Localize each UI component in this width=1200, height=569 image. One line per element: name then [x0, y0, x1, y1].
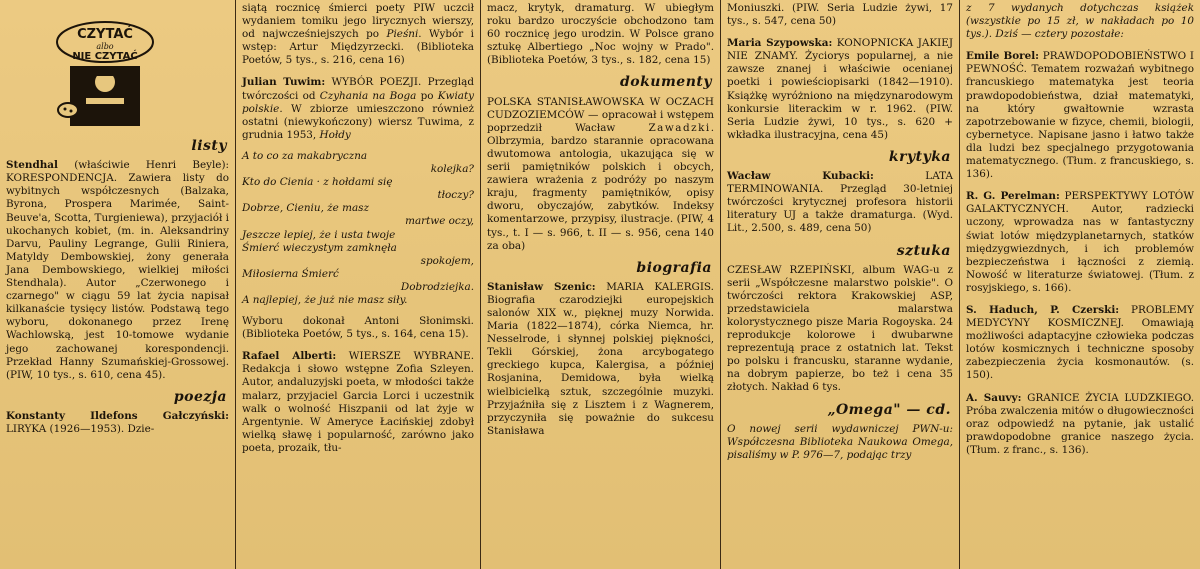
entry-text: PERSPEKTYWY LOTÓW GALAKTYCZNYCH. Autor, radziecki uczony, wprowadza nas w fantastyczny świat lotów międzyplanetarnych, statków międzygwiezdnych, i ich problemów bezpieczeństwa i łączności z ziemią. Nowość w literaturze światowej. (Tłum. z rosyjskiego, s. 166). [966, 190, 1194, 294]
entry-text: . Wybór i wstęp: Artur Międzyrzecki. (Biblioteka Poetów, 5 tys., s. 216, cena 16) [242, 28, 474, 67]
entry-text: siątą rocznicę śmierci poety PIW uczcił wydaniem tomiku jego lirycznych wierszy, od najwcześniejszych po [242, 2, 474, 41]
entry-sauvy [966, 392, 1194, 457]
section-heading-poezja: poezja [173, 388, 227, 405]
entry-author: S. Haduch, P. Czerski: [966, 303, 1120, 316]
logo-line2: albo [96, 42, 114, 51]
poem-line-end: kolejka? [430, 163, 474, 176]
entry-author: Rafael Alberti: [242, 350, 337, 363]
entry-galczynski-cont [242, 2, 474, 67]
entry-text: album WAG-u z serii „Współczesne malarstwo polskie". O twórczości rektora Krakowskiej ASP, przedstawiciela malarstwa kolorystycznego pisze Maria Rogoyska. 24 reprodukcje kolorowe i dwubarwne reprezentują prace z ostatnich lat. Tekst po polsku i francusku, staranne wydanie, na dobrym papierze, bo też i cena 35 złotych. Nakład 6 tys. [727, 263, 953, 394]
entry-szypowska [727, 37, 953, 142]
entry-omega-cont: z 7 wydanych dotychczas książek (wszystkie po 15 zł, w nakładach po 10 tys.). Dziś — cztery pozostałe: [966, 2, 1194, 41]
logo-line1: CZYTAĆ [77, 27, 133, 42]
entry-author: Wacław Kubacki: [727, 170, 874, 183]
entry-text: LATA TERMINOWANIA. Przegląd 30-letniej twórczości krytycznej profesora historii literatury UJ a także dramaturga. (Wyd. Lit., 2.500, s. 489, cena 50) [727, 170, 953, 235]
entry-stendhal [6, 159, 229, 382]
section-heading-sztuka: sztuka [896, 242, 951, 259]
section-heading-listy: listy [191, 138, 227, 155]
entry-borel [966, 50, 1194, 181]
entry-author: CZESŁAW RZEPIŃSKI, [727, 263, 855, 276]
entry-author: Stendhal [6, 159, 58, 172]
entry-text: PROBLEMY MEDYCYNY KOSMICZNEJ. Omawiają możliwości adaptacyjne człowieka podczas lotów kosmicznych i techniczne sposoby zabezpieczenia życia kosmonautów. (s. 150). [966, 303, 1194, 382]
entry-italic: Hołdy [319, 128, 351, 141]
entry-italic: Pieśni [386, 28, 419, 41]
poem-line: Dobrze, Cieniu, że masz [242, 202, 369, 215]
poem-line-end: tłoczy? [437, 189, 474, 202]
entry-title: POLSKA STANISŁAWOWSKA W OCZACH CUDZOZIEMCÓW [487, 95, 714, 121]
poem-line: Jeszcze lepiej, że i usta twoje [242, 228, 396, 241]
entry-text: MARIA KALERGIS. Biografia czarodziejki europejskich salonów XIX w., pięknej muzy Norwida. Maria (1822—1874), córka Niemca, hr. Nesselrode, i słynnej polskiej piękności, Tekli Górskiej, żona arcybogatego greckiego kupca, Kalergisa, a później Rosjanina, Demidowa, była wielką wielbicielką sztuk, szczególnie muzyki. Przyjaźniła się z Lisztem i z Wagnerem, przyczyniła się poważnie do sukcesu Stanisława [487, 280, 714, 437]
section-heading-dokumenty: dokumenty [619, 74, 712, 91]
entry-author: Konstanty Ildefons Gałczyński: [6, 409, 229, 422]
column-5 [960, 0, 1200, 569]
column-3 [481, 0, 721, 569]
poem-line: Kto do Cienia · z hołdami się [242, 176, 393, 189]
entry-text: . W zbiorze umieszczono również ostatni (niewykończony) wiersz Tuwima, z grudnia 1953, [242, 102, 474, 141]
entry-rzepinski [727, 264, 953, 395]
entry-italic: Kwiaty polskie [242, 89, 475, 115]
entry-author: Maria Szypowska: [727, 37, 833, 50]
entry-alberti-cont: macz, krytyk, dramaturg. W ubiegłym roku bardzo uroczyście obchodzono tam 60 rocznicę jego urodzin. W Polsce grano sztukę Albertiego „Noc wojny w Prado". (Biblioteka Poetów, 3 tys., s. 182, cena 15) [487, 2, 714, 67]
entry-text: WYBÓR POEZJI. Przegląd twórczości od [242, 76, 474, 102]
entry-alberti [242, 350, 474, 455]
poem-line: Miłosierna Śmierć [242, 267, 339, 280]
entry-polska [487, 96, 714, 253]
section-heading-omega: „Omega" — cd. [827, 401, 951, 418]
entry-text: LIRYKA (1926—1953). Dzie- [6, 422, 155, 435]
entry-text: . Olbrzymia, bardzo starannie opracowana dwutomowa antologia, ukazująca się w serii pamiętników polskich i obcych, zawiera wrażenia z podróży po naszym kraju, fragmenty pamiętników, opisy dworu, obyczajów, zabytków. Indeksy komentarzowe, przypisy, ilustracje. (PIW, 4 tys., t. I — s. 966, t. II — s. 956, cena 140 za oba) [487, 121, 714, 252]
entry-author: A. Sauvy: [966, 391, 1022, 404]
entry-perelman [966, 190, 1194, 295]
tuwim-poem [242, 150, 474, 307]
logo-line3: NIE CZYTAĆ [72, 51, 138, 62]
entry-szenic [487, 281, 714, 438]
column-2 [236, 0, 481, 569]
section-heading-krytyka: krytyka [888, 148, 951, 165]
entry-text: — opracował i wstępem poprzedził Wacław [487, 108, 714, 134]
entry-text: po [416, 89, 438, 102]
entry-editor: Zawadzki [648, 121, 711, 134]
entry-text: PRAWDOPODOBIEŃSTWO I PEWNOŚĆ. Tematem rozważań wybitnego francuskiego matematyka jest teoria prawdopodobieństwa, dział matematyki, na który gwałtownie wzrasta zapotrzebowanie w fizyce, chemii, biologii, cybernetyce. Napisane jasno i łatwo także dla ludzi bez specjalnego przygotowania matematycznego. (Tłum. z francuskiego, s. 136). [966, 50, 1194, 181]
poem-line: A to co za makabryczna [242, 149, 368, 162]
entry-text: WIERSZE WYBRANE. Redakcja i słowo wstępne Zofia Szleyen. Autor, andaluzyjski poeta, w młodości także malarz, przyjaciel Garcia Lorci i uczestnik walk o wolność Hiszpanii od lat żyje w Argentynie. W Ameryce Łacińskiej zdobył wielką sławę i popularność, zarówno jako poeta, prozaik, tłu- [242, 350, 474, 454]
entry-text: KONOPNICKA JAKIEJ NIE ZNAMY. Życiorys popularnej, a nie zawsze znanej i właściwie ocenianej poetki i powieściopisarki (1842—1910). Książkę wyróżniono na międzynarodowym konkursie literackim w r. 1962. (PIW. Seria Ludzie żywi, 10 tys., s. 620 + wkładka ilustracyjna, cena 45) [727, 37, 953, 141]
entry-author: Julian Tuwim: [242, 76, 326, 89]
column-4 [721, 0, 960, 569]
entry-kubacki [727, 170, 953, 235]
poem-line: Śmierć wieczystym zamknęła [242, 241, 397, 254]
entry-wybor: Wyboru dokonał Antoni Słonimski. (Biblioteka Poetów, 5 tys., s. 164, cena 15). [242, 315, 474, 341]
column-1 [0, 0, 236, 569]
entry-tuwim [242, 76, 474, 141]
poem-line-end: martwe oczy, [405, 215, 474, 228]
poem-line-end: spokojem, [420, 254, 474, 267]
entry-omega-intro: O nowej serii wydawniczej PWN-u: Współczesna Biblioteka Naukowa Omega, pisaliśmy w P. 976—7, podając trzy [727, 422, 953, 461]
section-heading-biografia: biografia [636, 259, 712, 276]
entry-szenic-cont: Moniuszki. (PIW. Seria Ludzie żywi, 17 tys., s. 547, cena 50) [727, 2, 953, 28]
entry-author: R. G. Perelman: [966, 190, 1060, 203]
entry-haduch [966, 304, 1194, 383]
entry-galczynski [6, 410, 229, 436]
poem-line: A najlepiej, że już nie masz siły. [242, 293, 408, 306]
entry-text: (właściwie Henri Beyle): KORESPONDENCJA. Zawiera listy do wybitnych współczesnych (Balzaka, Byrona, Prospera Marimée, Saint-Beuve'a, Scotta, Turgieniewa), przyjaciół i ukochanych kobiet, (m. in. Aleksandriny Darvu, Pauliny Legrange, Gulii Riniera, Matyldy Dembowskiej, żony generała Jana Dembowskiego, wielkiej miłości Stendhala). Autor „Czerwonego i czarnego" w ciągu 59 lat życia napisał kilkanaście tysięcy listów. Podstawą tego wyboru, dokonanego przez Irenę Wachlowską, jest 10-tomowe wydanie jego zachowanej korespondencji. Przekład Hanny Szumańskiej-Grossowej. (PIW, 10 tys., s. 610, cena 45). [6, 159, 229, 381]
poem-line-end: Dobrodziejka. [400, 280, 474, 293]
entry-italic: Czyhania na Boga [319, 89, 417, 102]
entry-author: Stanisław Szenic: [487, 280, 596, 293]
entry-author: Emile Borel: [966, 50, 1040, 63]
czytac-logo-icon [50, 12, 160, 132]
entry-text: GRANICE ŻYCIA LUDZKIEGO. Próba zwalczenia mitów o długowieczności oraz odpowiedź na pytanie, jak ustalić prawdopodobne granice naszego życia. (Tłum. z franc., s. 136). [966, 391, 1195, 456]
